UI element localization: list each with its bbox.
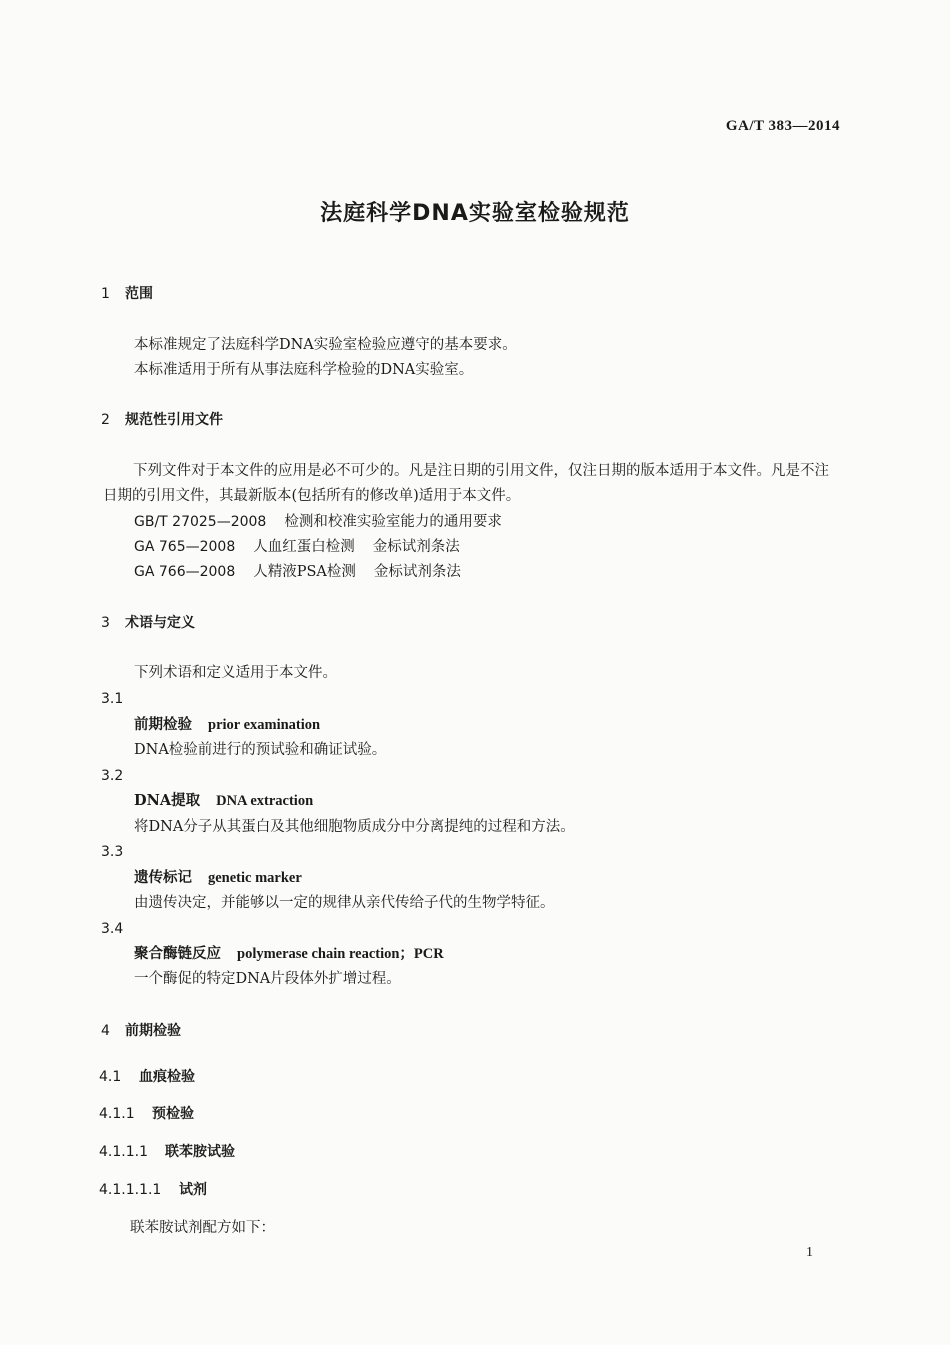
section-title: 术语与定义 <box>125 615 195 631</box>
term-number: 3.1 <box>101 691 124 707</box>
term-chinese: 遗传标记 <box>134 869 192 886</box>
section-title: 前期检验 <box>125 1023 181 1039</box>
section-title: 规范性引用文件 <box>125 412 223 428</box>
term-definition: 一个酶促的特定DNA片段体外扩增过程。 <box>134 971 401 987</box>
subsection-title: 血痕检验 <box>139 1069 195 1085</box>
section-3-heading <box>101 616 195 630</box>
term-english: genetic marker <box>208 870 302 886</box>
reference-title: 人血红蛋白检测 <box>253 539 355 555</box>
reference-method: 金标试剂条法 <box>372 539 460 555</box>
term-heading <box>134 718 320 733</box>
reference-item <box>134 515 502 530</box>
section-number: 4 <box>101 1023 110 1039</box>
reference-item <box>134 540 460 555</box>
term-definition: 由遗传决定，并能够以一定的规律从亲代传给子代的生物学特征。 <box>134 895 555 911</box>
subsection-title: 预检验 <box>152 1106 194 1122</box>
term-definition: DNA检验前进行的预试验和确证试验。 <box>134 742 387 758</box>
section-4-heading <box>101 1024 181 1038</box>
section-number: 1 <box>101 286 110 302</box>
section-number: 2 <box>101 412 110 428</box>
subsection-number: 4.1 <box>99 1069 122 1085</box>
reference-item <box>134 565 461 580</box>
term-heading <box>134 947 444 962</box>
section-4-paragraph: 联苯胺试剂配方如下： <box>130 1220 275 1236</box>
term-definition: 将DNA分子从其蛋白及其他细胞物质成分中分离提纯的过程和方法。 <box>134 819 575 835</box>
term-english: polymerase chain reaction；PCR <box>237 946 444 962</box>
term-chinese: 前期检验 <box>134 716 192 733</box>
term-number: 3.2 <box>101 768 124 784</box>
reference-title: 检测和校准实验室能力的通用要求 <box>284 514 502 530</box>
section-number: 3 <box>101 615 110 631</box>
subsection-number: 4.1.1.1.1 <box>99 1182 162 1198</box>
subsection-4-1-1-heading <box>99 1107 194 1121</box>
subsection-title: 试剂 <box>179 1182 207 1198</box>
reference-title: 人精液PSA检测 <box>253 564 356 580</box>
subsection-number: 4.1.1 <box>99 1106 135 1122</box>
term-heading <box>134 871 302 886</box>
page-number: 1 <box>806 1245 813 1260</box>
section-title: 范围 <box>125 286 153 302</box>
term-number: 3.3 <box>101 844 124 860</box>
section-1-heading <box>101 287 153 301</box>
subsection-number: 4.1.1.1 <box>99 1144 148 1160</box>
term-heading <box>134 794 313 809</box>
term-number: 3.4 <box>101 921 124 937</box>
subsection-4-1-heading <box>99 1070 195 1084</box>
subsection-4-1-1-1-heading <box>99 1145 235 1159</box>
document-title: 法庭科学DNA实验室检验规范 <box>320 201 630 226</box>
subsection-4-1-1-1-1-heading <box>99 1183 207 1197</box>
term-english: prior examination <box>208 717 321 733</box>
reference-code: GA 766—2008 <box>134 564 236 580</box>
standard-number: GA/T 383—2014 <box>725 118 840 134</box>
term-chinese: 聚合酶链反应 <box>134 945 221 962</box>
reference-code: GA 765—2008 <box>134 539 236 555</box>
reference-code: GB/T 27025—2008 <box>134 514 267 530</box>
section-3-intro: 下列术语和定义适用于本文件。 <box>134 665 337 681</box>
reference-method: 金标试剂条法 <box>373 564 461 580</box>
section-2-paragraph: 下列文件对于本文件的应用是必不可少的。凡是注日期的引用文件，仅注日期的版本适用于本文件。凡是不注日期的引用文件，其最新版本(包括所有的修改单)适用于本文件。 <box>103 463 829 504</box>
section-1-paragraph-2: 本标准适用于所有从事法庭科学检验的DNA实验室。 <box>134 362 474 378</box>
section-1-paragraph-1: 本标准规定了法庭科学DNA实验室检验应遵守的基本要求。 <box>134 337 517 353</box>
subsection-title: 联苯胺试验 <box>165 1144 235 1160</box>
term-chinese: DNA提取 <box>134 792 201 809</box>
term-english: DNA extraction <box>216 793 314 809</box>
section-2-heading <box>101 413 223 427</box>
